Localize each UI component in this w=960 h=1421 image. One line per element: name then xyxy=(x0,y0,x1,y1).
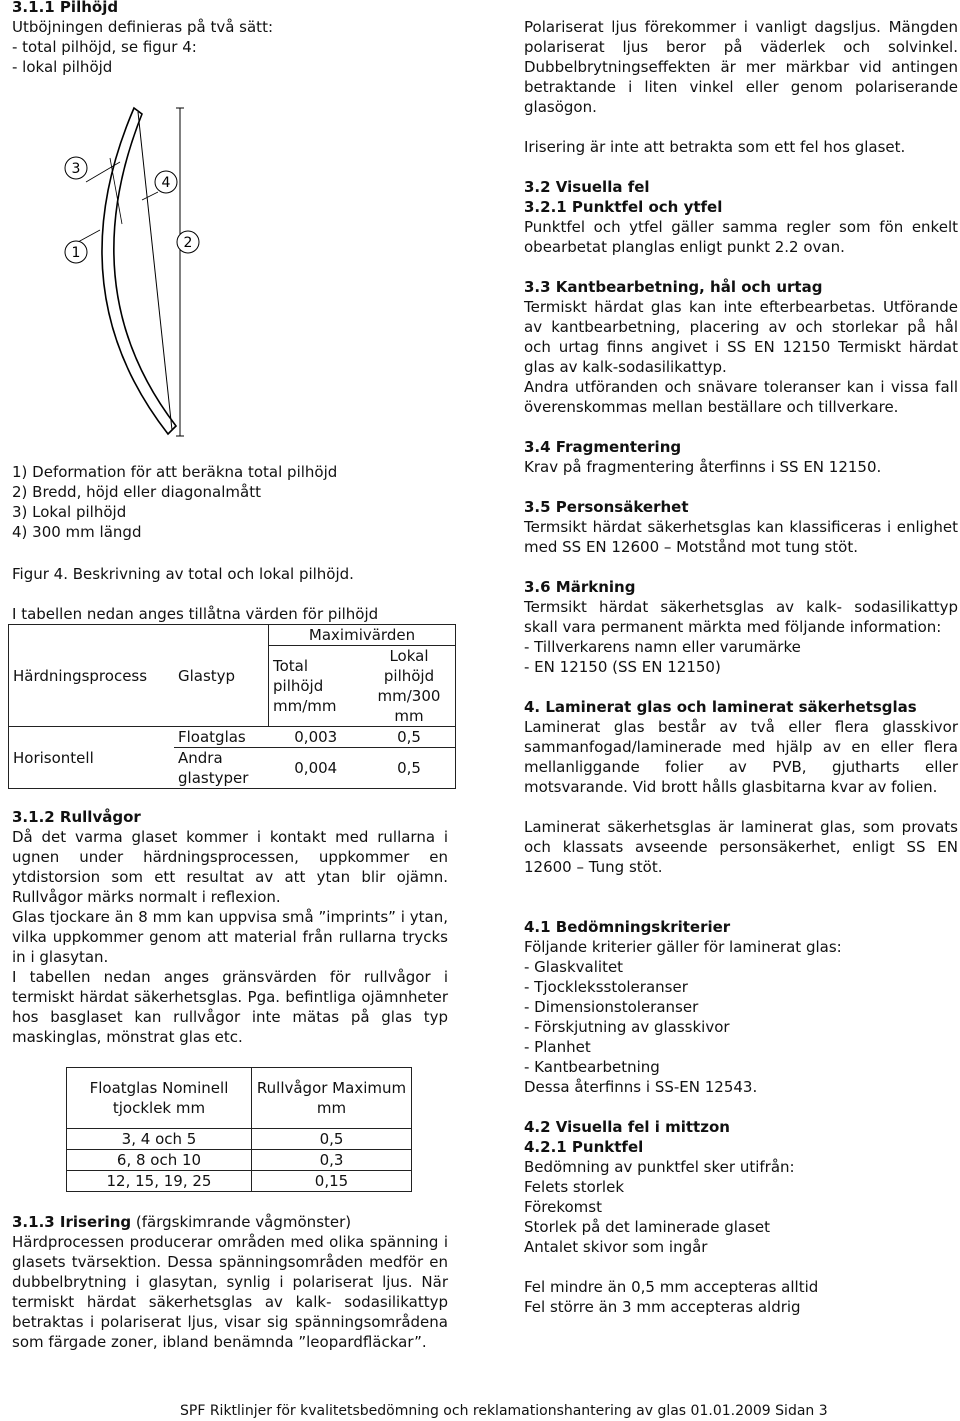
header-glass: Glastyp xyxy=(174,625,269,727)
cell-process: Horisontell xyxy=(9,727,175,789)
section-heading-visuella-fel-mittzon: 4.2 Visuella fel i mittzon xyxy=(524,1118,730,1136)
paragraph: Följande kriterier gäller för laminerat glas: xyxy=(524,938,842,956)
paragraph: Termsikt härdat säkerhetsglas kan klassificeras i enlighet med SS EN 12600 – Motstånd mot tung stöt. xyxy=(524,518,958,556)
list-item: Storlek på det laminerade glaset xyxy=(524,1218,771,1236)
callout-label-1: 1 xyxy=(71,245,81,261)
paragraph: Polariserat ljus förekommer i vanligt dagsljus. Mängden polariserat ljus beror på väderlek och solvinkel. Dubbelbrytningseffekten är mer märkbar vid antingen betraktande i liten vinkel eller genom polariserande glasögon. xyxy=(524,18,958,116)
list-item: - Dimensionstoleranser xyxy=(524,998,699,1016)
paragraph: Termsikt härdat säkerhetsglas av kalk- sodasilikattyp skall vara permanent märkta med följande information: xyxy=(524,598,958,636)
cell-total: 0,003 xyxy=(269,727,364,748)
rullvagor-section xyxy=(12,807,448,1047)
right-top-block xyxy=(524,17,958,157)
leader-line-1 xyxy=(78,230,100,242)
cell-max: 0,5 xyxy=(252,1129,412,1150)
cell-max: 0,15 xyxy=(252,1171,412,1192)
section-heading-irisering: 3.1.3 Irisering xyxy=(12,1213,132,1231)
list-item: Antalet skivor som ingår xyxy=(524,1238,708,1256)
paragraph: Bedömning av punktfel sker utifrån: xyxy=(524,1158,795,1176)
cell-total: 0,004 xyxy=(269,748,364,789)
section-heading-personsakerhet: 3.5 Personsäkerhet xyxy=(524,498,689,516)
section-heading-kantbearbetning: 3.3 Kantbearbetning, hål och urtag xyxy=(524,278,823,296)
rule-line: Fel mindre än 0,5 mm accepteras alltid xyxy=(524,1278,819,1296)
list-item: Felets storlek xyxy=(524,1178,625,1196)
callout-label-2: 2 xyxy=(183,235,193,251)
cell-glass: Andra glastyper xyxy=(174,748,269,789)
legend-item: 1) Deformation för att beräkna total pilhöjd xyxy=(12,463,338,481)
paragraph: Härdprocessen producerar områden med olika spänning i glasets tvärsektion. Dessa spänningsområden medför en dubbelbrytning i glasytan, synlig i polariserat ljus. När termiskt härdat säkerhetsglas av kalk- sodasilikattyp betraktas i polariserat ljus, visar sig spänningsområdena som färgade zoner, ibland benämnda ”leopardfläckar”. xyxy=(12,1233,448,1351)
list-item: - Planhet xyxy=(524,1038,591,1056)
legend-item: 3) Lokal pilhöjd xyxy=(12,503,127,521)
section-heading-markning: 3.6 Märkning xyxy=(524,578,636,596)
paragraph: Termiskt härdat glas kan inte efterbearbetas. Utförande av kantbearbetning, placering av och storlekar på hål och urtag finns angivet i SS EN 12150 Termiskt härdat glas av kalk-sodasilikattyp. xyxy=(524,298,958,376)
intro-line: Utböjningen definieras på två sätt: xyxy=(12,18,273,36)
section-heading-rullvagor: 3.1.2 Rullvågor xyxy=(12,808,141,826)
header-max: Maximivärden xyxy=(269,625,456,646)
cell-thickness: 3, 4 och 5 xyxy=(67,1129,252,1150)
callout-label-3: 3 xyxy=(71,161,81,177)
list-item: - Tjockleksstoleranser xyxy=(524,978,688,996)
cell-thickness: 6, 8 och 10 xyxy=(67,1150,252,1171)
cell-local: 0,5 xyxy=(363,748,456,789)
section-heading-visuella-fel: 3.2 Visuella fel xyxy=(524,178,650,196)
fragmentering-section xyxy=(524,437,958,477)
paragraph: Irisering är inte att betrakta som ett fel hos glaset. xyxy=(524,138,906,156)
paragraph: Laminerat glas består av två eller flera glasskivor sammanfogad/laminerade med hjälp av en eller flera mellanliggande folier av PVB, gjutharts eller motsvarande. Vid brott hålls glasbitarna kvar av folien. xyxy=(524,718,958,796)
paragraph: Glas tjockare än 8 mm kan uppvisa små ”imprints” i ytan, vilka uppkommer genom att material från rullarna trycks in i glasytan. xyxy=(12,908,448,966)
header-rullvagor: Rullvågor Maximum mm xyxy=(252,1068,412,1129)
list-item: Förekomst xyxy=(524,1198,602,1216)
section-heading-bedomning: 4.1 Bedömningskriterier xyxy=(524,918,731,936)
paragraph: Punktfel och ytfel gäller samma regler som fön enkelt obearbetat planglas enligt punkt 2.2 ovan. xyxy=(524,218,958,256)
paragraph: Då det varma glaset kommer i kontakt med rullarna i ugnen under härdningsprocessen, uppkommer en ytdistorsion som ett resultat av att ytan blir ojämn. Rullvågor märks normalt i reflexion. xyxy=(12,828,448,906)
left-top-block xyxy=(12,0,448,77)
rule-line: Fel större än 3 mm accepteras aldrig xyxy=(524,1298,801,1316)
bedomning-section xyxy=(524,917,958,1097)
cell-local: 0,5 xyxy=(363,727,456,748)
irisering-section xyxy=(12,1212,448,1352)
pilhojd-table xyxy=(8,624,456,789)
section-heading-pilhojd: 3.1.1 Pilhöjd xyxy=(12,0,119,16)
laminerat-section xyxy=(524,697,958,877)
figure-4-diagram xyxy=(50,100,220,440)
kantbearbetning-section xyxy=(524,277,958,417)
paragraph: I tabellen nedan anges gränsvärden för rullvågor i termiskt härdat säkerhetsglas. Pga. befintliga ojämnheter hos basglaset kan rullvågor inte mätas på glas typ maskinglas, mönstrat glas etc. xyxy=(12,968,448,1046)
callout-label-4: 4 xyxy=(161,175,171,191)
heading-subtitle: (färgskimrande vågmönster) xyxy=(135,1213,352,1231)
visuella-fel-section xyxy=(524,177,958,257)
curved-glass-shape xyxy=(102,108,176,434)
punktfel-section xyxy=(524,1117,958,1317)
list-item: - Förskjutning av glasskivor xyxy=(524,1018,730,1036)
leader-line-4 xyxy=(142,192,158,200)
legend-item: 2) Bredd, höjd eller diagonalmått xyxy=(12,483,261,501)
table1-intro: I tabellen nedan anges tillåtna värden för pilhöjd xyxy=(12,605,379,623)
section-heading-punktfel-ytfel: 3.2.1 Punktfel och ytfel xyxy=(524,198,723,216)
cell-thickness: 12, 15, 19, 25 xyxy=(67,1171,252,1192)
figure-caption: Figur 4. Beskrivning av total och lokal pilhöjd. xyxy=(12,565,354,583)
list-item: - Glaskvalitet xyxy=(524,958,624,976)
intro-line: - lokal pilhöjd xyxy=(12,58,113,76)
list-item: - Kantbearbetning xyxy=(524,1058,660,1076)
header-process: Härdningsprocess xyxy=(9,625,175,727)
section-heading-laminerat: 4. Laminerat glas och laminerat säkerhetsglas xyxy=(524,698,917,716)
list-item: - Tillverkarens namn eller varumärke xyxy=(524,638,801,656)
paragraph: Krav på fragmentering återfinns i SS EN 12150. xyxy=(524,458,882,476)
paragraph: Andra utföranden och snävare toleranser kan i vissa fall överenskommas mellan beställare och tillverkare. xyxy=(524,378,958,416)
list-item: Dessa återfinns i SS-EN 12543. xyxy=(524,1078,758,1096)
rullvagor-table xyxy=(66,1067,412,1192)
markning-section xyxy=(524,577,958,677)
paragraph: Laminerat säkerhetsglas är laminerat glas, som provats och klassats avseende personsäkerhet, enligt SS EN 12600 – Tung stöt. xyxy=(524,818,958,876)
header-thickness: Floatglas Nominell tjocklek mm xyxy=(67,1068,252,1129)
section-heading-fragmentering: 3.4 Fragmentering xyxy=(524,438,682,456)
intro-line: - total pilhöjd, se figur 4: xyxy=(12,38,197,56)
cell-glass: Floatglas xyxy=(174,727,269,748)
legend-item: 4) 300 mm längd xyxy=(12,523,142,541)
section-heading-punktfel: 4.2.1 Punktfel xyxy=(524,1138,644,1156)
personsakerhet-section xyxy=(524,497,958,557)
cell-max: 0,3 xyxy=(252,1150,412,1171)
figure-legend xyxy=(12,462,448,542)
header-total: Total pilhöjd mm/mm xyxy=(269,646,364,727)
header-local: Lokal pilhöjd mm/300 mm xyxy=(363,646,456,727)
page-footer: SPF Riktlinjer för kvalitetsbedömning och reklamationshantering av glas 01.01.2009 Sidan 3 xyxy=(180,1403,828,1419)
list-item: - EN 12150 (SS EN 12150) xyxy=(524,658,721,676)
